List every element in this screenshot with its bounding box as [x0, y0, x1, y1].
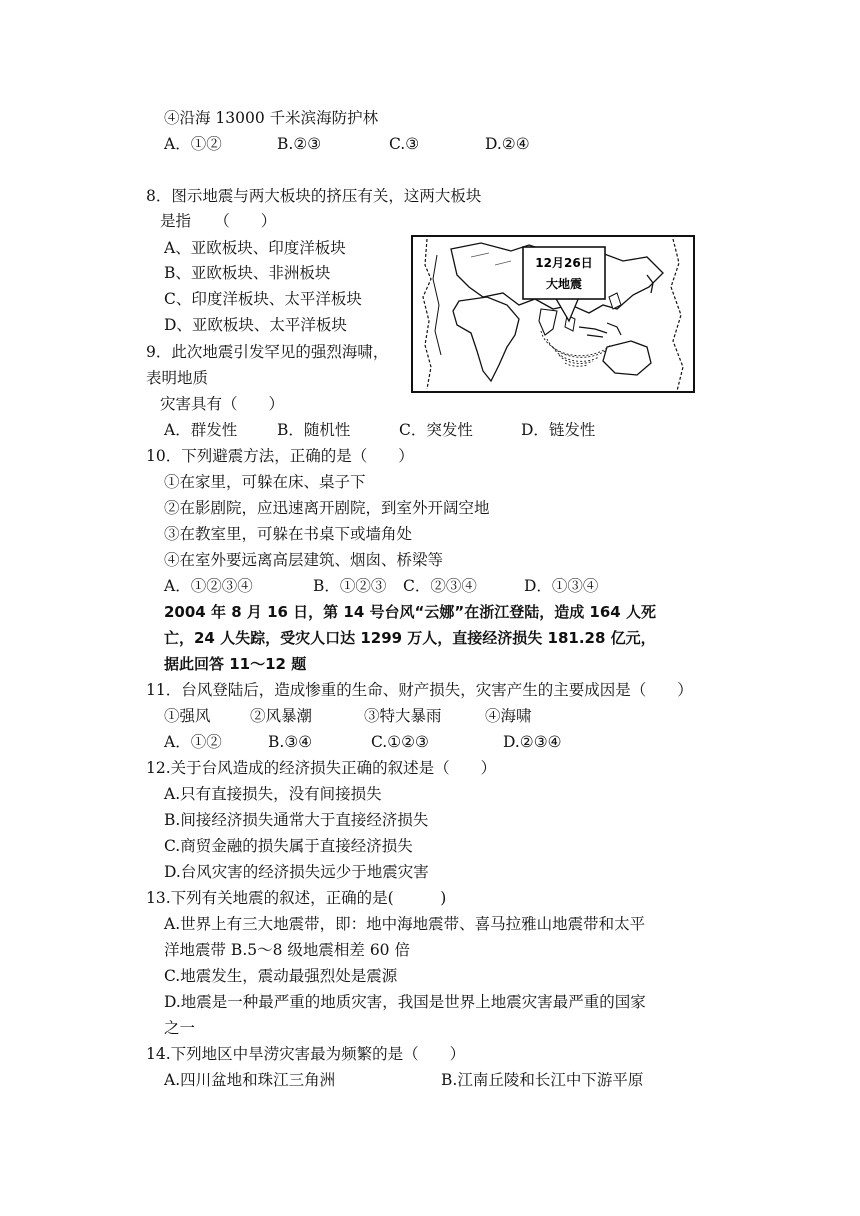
q9-option-a: A．群发性: [164, 421, 238, 439]
q13-option-c: C.地震发生，震动最强烈处是震源: [164, 967, 398, 985]
q12-option-d: D.台风灾害的经济损失远少于地震灾害: [164, 863, 429, 881]
intro-option-c: C.③: [389, 135, 420, 153]
map-label-event: 大地震: [545, 277, 583, 291]
q10-option-c: C．②③④: [403, 577, 477, 595]
q8-option-d: D、亚欧板块、太平洋板块: [164, 316, 347, 334]
q10-item-4: ④在室外要远离高层建筑、烟囱、桥梁等: [164, 551, 444, 569]
q13-option-d-cont: 之一: [164, 1019, 196, 1037]
passage-line-3: 据此回答 11～12 题: [164, 655, 307, 673]
q10-option-a: A．①②③④: [164, 577, 253, 595]
q11-option-a: A．①②: [164, 733, 222, 751]
q10-item-2: ②在影剧院，应迅速离开剧院，到室外开阔空地: [164, 499, 490, 517]
q11-option-c: C.①②③: [371, 733, 429, 751]
q10-item-3: ③在教室里，可躲在书桌下或墙角处: [164, 525, 413, 543]
q9-stem-cont: 表明地质: [146, 369, 209, 387]
q13-option-a-cont: 洋地震带 B.5～8 级地震相差 60 倍: [164, 941, 410, 959]
q8-stem-cont: 是指 （ ）: [160, 212, 277, 230]
intro-item-4: ④沿海 13000 千米滨海防护林: [164, 109, 379, 127]
q13-option-a: A.世界上有三大地震带，即：地中海地震带、喜马拉雅山地震带和太平: [164, 915, 646, 933]
q11-item-3: ③特大暴雨: [364, 707, 442, 725]
q14-option-b: B.江南丘陵和长江中下游平原: [441, 1071, 644, 1089]
q10-option-d: D．①③④: [524, 577, 599, 595]
q11-option-d: D.②③④: [503, 733, 562, 751]
q12-option-c: C.商贸金融的损失属于直接经济损失: [164, 837, 413, 855]
q11-stem: 11．台风登陆后，造成惨重的生命、财产损失，灾害产生的主要成因是（ ）: [146, 681, 693, 699]
q9-option-d: D．链发性: [521, 421, 596, 439]
q9-option-c: C．突发性: [399, 421, 473, 439]
q13-stem: 13.下列有关地震的叙述，正确的是( ): [146, 889, 447, 907]
q12-option-a: A.只有直接损失，没有间接损失: [164, 785, 382, 803]
q13-option-d: D.地震是一种最严重的地质灾害，我国是世界上地震灾害最严重的国家: [164, 993, 646, 1011]
q9-stem: 9．此次地震引发罕见的强烈海啸，: [146, 343, 389, 361]
q11-item-2: ②风暴潮: [250, 707, 313, 725]
q11-option-b: B.③④: [268, 733, 313, 751]
q14-option-a: A.四川盆地和珠江三角洲: [164, 1071, 336, 1089]
intro-option-b: B.②③: [277, 135, 322, 153]
q12-stem: 12.关于台风造成的经济损失正确的叙述是（ ）: [146, 759, 497, 777]
earthquake-map: [411, 235, 695, 393]
q10-stem: 10．下列避震方法，正确的是（ ）: [146, 447, 414, 465]
q8-stem: 8．图示地震与两大板块的挤压有关，这两大板块: [146, 187, 482, 205]
q11-item-1: ①强风: [164, 707, 211, 725]
passage-line-1: 2004 年 8 月 16 日，第 14 号台风“云娜”在浙江登陆，造成 164 人死: [164, 603, 656, 621]
q10-option-b: B．①②③: [313, 577, 387, 595]
intro-option-d: D.②④: [485, 135, 530, 153]
q8-option-b: B、亚欧板块、非洲板块: [164, 264, 331, 282]
q9-option-b: B．随机性: [277, 421, 351, 439]
q11-item-4: ④海啸: [485, 707, 532, 725]
q8-option-a: A、亚欧板块、印度洋板块: [164, 239, 346, 257]
q10-item-1: ①在家里，可躲在床、桌子下: [164, 473, 366, 491]
map-label-date: 12月26日: [535, 256, 593, 270]
q9-stem-cont2: 灾害具有（ ）: [160, 395, 285, 413]
world-map-graphic: [411, 235, 695, 393]
passage-line-2: 亡，24 人失踪，受灾人口达 1299 万人，直接经济损失 181.28 亿元，: [164, 629, 656, 647]
intro-option-a: A．①②: [164, 135, 222, 153]
q8-option-c: C、印度洋板块、太平洋板块: [164, 290, 362, 308]
q14-stem: 14.下列地区中旱涝灾害最为频繁的是（ ）: [146, 1045, 466, 1063]
q12-option-b: B.间接经济损失通常大于直接经济损失: [164, 811, 429, 829]
